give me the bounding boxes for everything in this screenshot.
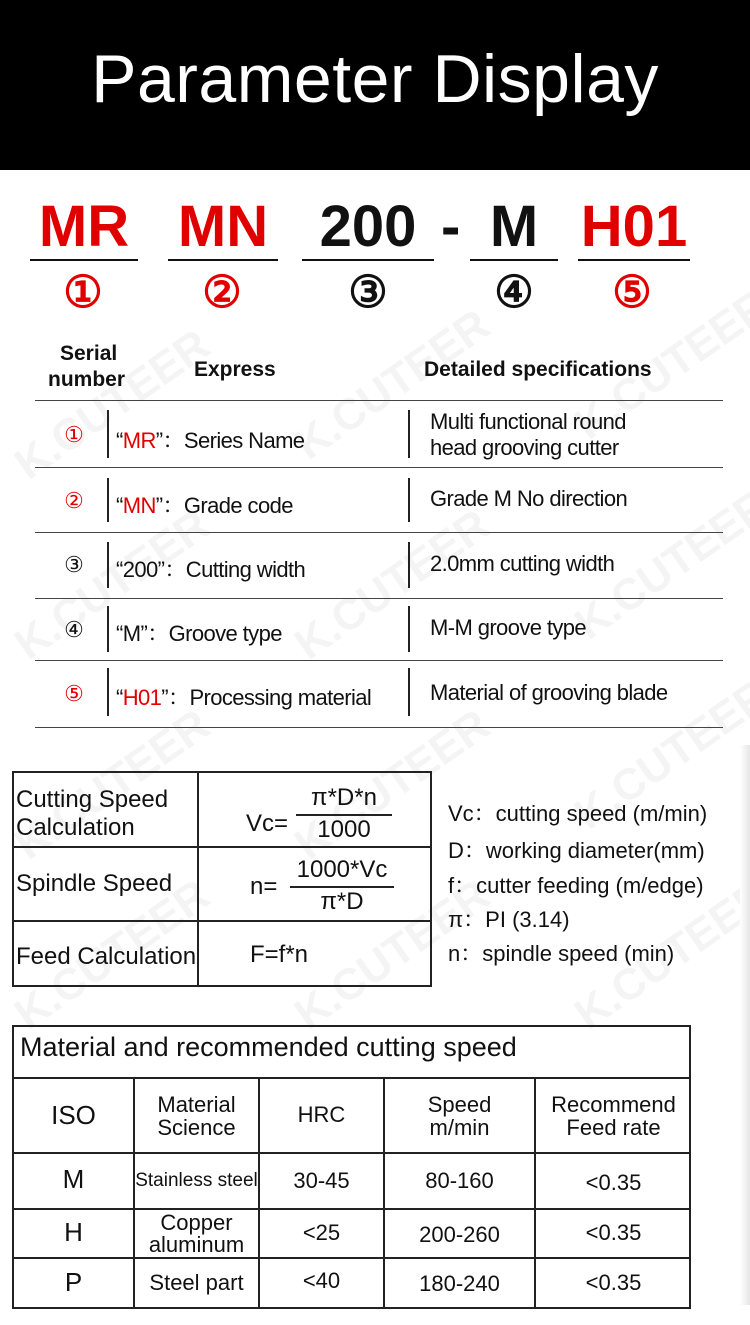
header-serial: Serial	[60, 342, 118, 365]
cell-iso: M	[62, 1164, 85, 1194]
table-divider	[12, 1208, 691, 1210]
material-table-title: Material and recommended cutting speed	[20, 1032, 517, 1062]
table-divider	[35, 598, 723, 599]
row-sep: ：	[147, 621, 169, 646]
code-part-m: M	[489, 194, 539, 259]
row-detail-line1: M-M groove type	[430, 615, 587, 640]
formula-numerator: 1000*Vc	[296, 856, 388, 883]
cell-speed: 80-160	[425, 1168, 494, 1193]
table-divider	[12, 920, 432, 922]
row-sep: ：	[168, 685, 190, 710]
page-title: Parameter Display	[91, 41, 659, 117]
legend-item: D：working diameter(mm)	[448, 838, 705, 863]
formula-label: Calculation	[16, 814, 135, 841]
row-detail-line1: Multi functional round	[430, 409, 626, 434]
circle-number-5: ⑤	[612, 268, 652, 317]
cell-material: Copper	[160, 1210, 233, 1235]
code-part-mr: MR	[38, 194, 130, 259]
row-label: Series Name	[183, 428, 305, 453]
cell-feed: <0.35	[585, 1270, 642, 1295]
cell-feed: <0.35	[585, 1220, 642, 1245]
row-express: “MR”：Series Name	[116, 428, 305, 453]
table-divider	[35, 727, 723, 728]
circle-number-3: ③	[348, 268, 388, 317]
row-express: “M”：Groove type	[116, 621, 282, 646]
table-divider	[35, 400, 723, 401]
formula-numerator: π*D*n	[311, 784, 377, 811]
column-divider	[107, 542, 109, 588]
underline	[470, 259, 558, 261]
formula-lhs: Vc=	[246, 810, 289, 837]
table-divider	[35, 467, 723, 468]
cell-speed: 200-260	[419, 1222, 500, 1247]
table-divider	[12, 846, 432, 848]
circle-number-2: ②	[202, 268, 242, 317]
column-divider	[408, 478, 410, 522]
row-label: Cutting width	[185, 557, 306, 582]
row-label: Processing material	[189, 685, 372, 710]
row-number: ⑤	[64, 681, 84, 706]
edge-shadow	[740, 745, 750, 1305]
row-express: “H01”：Processing material	[116, 685, 372, 710]
row-sep: ：	[162, 428, 184, 453]
table-divider	[12, 1257, 691, 1259]
code-part-200: 200	[319, 194, 417, 259]
formula-label: Feed Calculation	[16, 943, 197, 970]
row-number: ①	[64, 422, 84, 447]
row-sep: ：	[164, 557, 186, 582]
cell-iso: P	[64, 1267, 83, 1297]
table-divider	[35, 532, 723, 533]
row-detail-line2: head grooving cutter	[430, 435, 619, 460]
column-divider	[408, 542, 410, 588]
row-number: ②	[64, 488, 84, 513]
formula-label: Spindle Speed	[16, 870, 173, 897]
underline	[578, 259, 690, 261]
row-number: ④	[64, 617, 84, 642]
underline	[168, 259, 278, 261]
header-number: number	[48, 368, 126, 391]
col-header-speed: Speed	[427, 1092, 492, 1117]
column-divider	[107, 410, 109, 458]
row-code: 200	[122, 557, 158, 582]
column-divider	[197, 771, 199, 987]
code-dash: -	[441, 194, 461, 259]
formula-label: Cutting Speed	[16, 786, 169, 813]
header-detail: Detailed specifications	[424, 358, 652, 381]
header-banner	[0, 0, 750, 170]
material-table	[12, 1025, 691, 1309]
row-detail-line1: Material of grooving blade	[430, 680, 668, 705]
column-divider	[408, 606, 410, 652]
row-detail-line1: 2.0mm cutting width	[430, 551, 615, 576]
row-code: MN	[122, 493, 156, 518]
row-code: M	[122, 621, 141, 646]
cell-hrc: 30-45	[293, 1168, 350, 1193]
formula-lhs: F=f*n	[250, 941, 309, 968]
formula-lhs: n=	[250, 873, 278, 900]
column-divider	[107, 606, 109, 652]
col-header-iso: ISO	[51, 1100, 96, 1130]
row-number: ③	[64, 552, 84, 577]
column-divider	[408, 410, 410, 458]
col-header-material: Science	[157, 1115, 236, 1140]
cell-feed: <0.35	[585, 1170, 642, 1195]
cell-material: Stainless steel	[135, 1170, 258, 1191]
table-divider	[35, 660, 723, 661]
formula-denominator: π*D	[320, 888, 364, 915]
col-header-feed: Recommend	[551, 1092, 676, 1117]
row-code: MR	[122, 428, 156, 453]
row-express: “200”：Cutting width	[116, 557, 306, 582]
circle-number-4: ④	[494, 268, 534, 317]
row-label: Grade code	[183, 493, 293, 518]
column-divider	[107, 478, 109, 522]
row-express: “MN”：Grade code	[116, 493, 293, 518]
row-detail-line1: Grade M No direction	[430, 486, 628, 511]
table-divider	[12, 1077, 691, 1079]
col-header-hrc: HRC	[297, 1102, 346, 1127]
col-header-speed: m/min	[429, 1115, 490, 1140]
cell-speed: 180-240	[419, 1271, 500, 1296]
row-sep: ：	[162, 493, 184, 518]
column-divider	[107, 668, 109, 716]
circle-number-1: ①	[63, 268, 103, 317]
code-part-h01: H01	[580, 194, 688, 259]
watermark	[286, 500, 499, 670]
cell-hrc: <25	[302, 1220, 341, 1245]
row-label: Groove type	[168, 621, 282, 646]
col-header-feed: Feed rate	[566, 1115, 661, 1140]
underline	[302, 259, 434, 261]
legend-item: π：PI (3.14)	[448, 907, 570, 932]
cell-material: Steel part	[149, 1270, 244, 1295]
header-express: Express	[194, 358, 276, 381]
code-part-mn: MN	[177, 194, 269, 259]
cell-hrc: <40	[302, 1268, 341, 1293]
legend-item: f：cutter feeding (m/edge)	[448, 873, 704, 898]
cell-material: aluminum	[148, 1232, 245, 1257]
formula-denominator: 1000	[317, 816, 371, 843]
row-code: H01	[122, 685, 162, 710]
legend-item: n：spindle speed (min)	[448, 941, 675, 966]
legend-item: Vc：cutting speed (m/min)	[448, 801, 708, 826]
column-divider	[408, 668, 410, 716]
cell-iso: H	[64, 1217, 83, 1247]
col-header-material: Material	[157, 1092, 236, 1117]
underline	[30, 259, 138, 261]
table-divider	[12, 1152, 691, 1154]
